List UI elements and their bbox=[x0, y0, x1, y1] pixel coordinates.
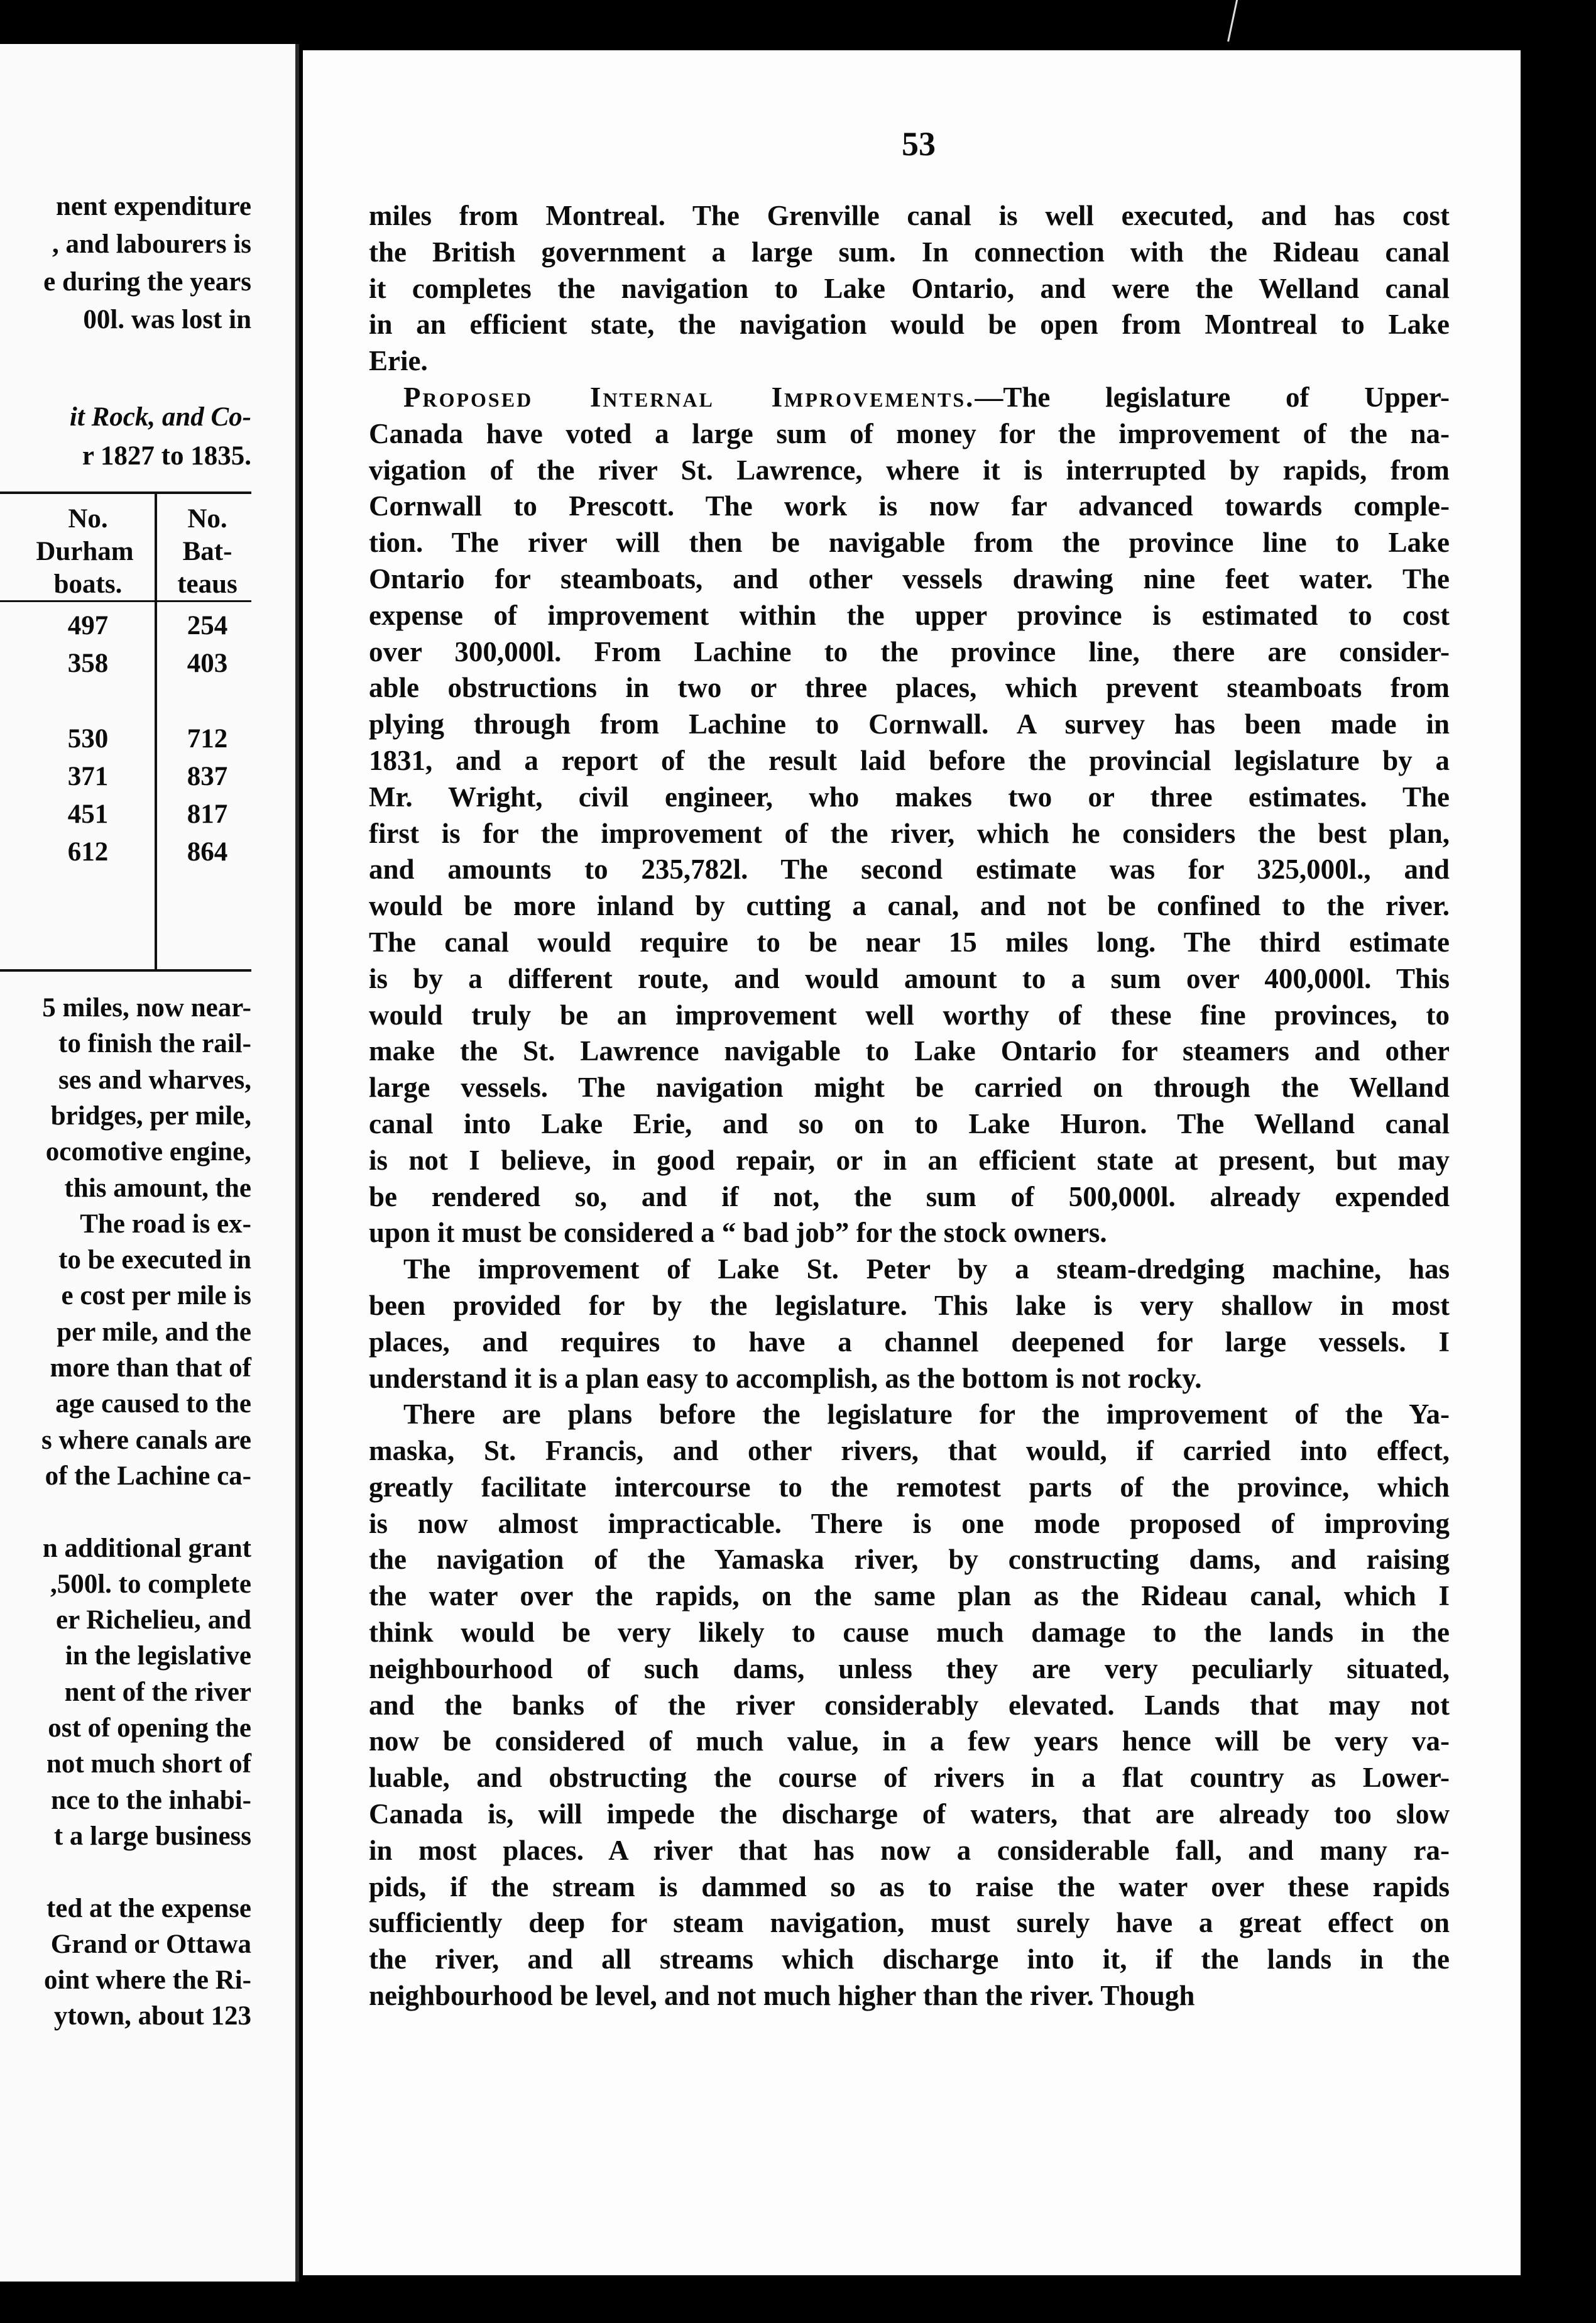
table-cell-durham: 530 bbox=[67, 724, 109, 754]
text-line: the water over the rapids, on the same plan as the Rideau canal, which I bbox=[369, 1580, 1450, 1612]
header-batteaus-line3: teaus bbox=[177, 569, 238, 599]
left-line: s where canals are bbox=[41, 1425, 251, 1455]
text-line: pids, if the stream is dammed so as to raise the water over these rapids bbox=[369, 1870, 1450, 1903]
text-line: places, and requires to have a channel deepened for large vessels. I bbox=[369, 1326, 1450, 1358]
text-line: greatly facilitate intercourse to the remotest parts of the province, which bbox=[369, 1471, 1450, 1503]
page-number: 53 bbox=[902, 125, 936, 163]
table-cell-batteaus: 817 bbox=[187, 799, 228, 829]
text-line: be rendered so, and if not, the sum of 500,000l. already expended bbox=[369, 1180, 1450, 1212]
text-line: would be more inland by cutting a canal, and not be confined to the river. bbox=[369, 890, 1450, 922]
text-line: the navigation of the Yamaska river, by constructing dams, and raising bbox=[369, 1544, 1450, 1576]
left-line: Grand or Ottawa bbox=[50, 1929, 251, 1959]
left-line: n additional grant bbox=[42, 1533, 251, 1563]
text-line: miles from Montreal. The Grenville canal is well executed, and has cost bbox=[369, 200, 1450, 231]
table-column-rule bbox=[155, 494, 157, 972]
table-cell-batteaus: 712 bbox=[187, 724, 228, 754]
text-line: been provided for by the legislature. This lake is very shallow in most bbox=[369, 1289, 1450, 1321]
table-cell-batteaus: 864 bbox=[187, 837, 228, 867]
table-cell-durham: 371 bbox=[67, 762, 109, 791]
left-line: t a large business bbox=[53, 1821, 251, 1851]
scan-mark bbox=[1227, 0, 1257, 46]
text-line: Canada is, will impede the discharge of waters, that are already too slow bbox=[369, 1798, 1450, 1830]
table-cell-durham: 497 bbox=[67, 611, 109, 640]
text-line: over 300,000l. From Lachine to the province line, there are consider- bbox=[369, 635, 1450, 667]
left-line: nent of the river bbox=[64, 1677, 251, 1707]
paragraph-rivers bbox=[369, 1397, 1450, 2014]
left-line: 00l. was lost in bbox=[83, 305, 251, 334]
header-durham-line1: No. bbox=[68, 504, 108, 534]
table-cell-batteaus: 254 bbox=[187, 611, 228, 640]
table-cell-batteaus: 403 bbox=[187, 649, 228, 678]
left-line: bridges, per mile, bbox=[50, 1101, 251, 1131]
left-line: , and labourers is bbox=[52, 229, 251, 259]
left-facing-page bbox=[0, 44, 299, 2282]
left-line: ost of opening the bbox=[48, 1713, 251, 1743]
left-line: of the Lachine ca- bbox=[45, 1461, 251, 1491]
left-line: e cost per mile is bbox=[61, 1281, 251, 1311]
left-line: in the legislative bbox=[65, 1641, 251, 1671]
text-line: is not I believe, in good repair, or in an efficient state at present, but may bbox=[369, 1144, 1450, 1176]
paragraph-lake-st-peter bbox=[369, 1251, 1450, 1397]
header-durham-line2: Durham bbox=[36, 537, 134, 566]
table-cell-durham: 612 bbox=[67, 837, 109, 867]
left-line: per mile, and the bbox=[57, 1317, 251, 1347]
section-heading: Proposed Internal Improvements. bbox=[403, 381, 975, 413]
text-line: the river, and all streams which discharge into it, if the lands in the bbox=[369, 1943, 1450, 1975]
text-line: and the banks of the river considerably elevated. Lands that may not bbox=[369, 1689, 1450, 1721]
text-line: The improvement of Lake St. Peter by a steam-dredging machine, has bbox=[403, 1253, 1450, 1285]
text-line: expense of improvement within the upper province is estimated to cost bbox=[369, 599, 1450, 631]
left-line: more than that of bbox=[50, 1353, 251, 1383]
text-line: luable, and obstructing the course of rivers in a flat country as Lower- bbox=[369, 1762, 1450, 1794]
text-line: make the St. Lawrence navigable to Lake Ontario for steamers and other bbox=[369, 1035, 1450, 1067]
paragraph-grenville-canal bbox=[369, 198, 1450, 380]
left-line: to finish the rail- bbox=[58, 1029, 251, 1059]
left-line: The road is ex- bbox=[80, 1209, 251, 1239]
left-line: 5 miles, now near- bbox=[42, 993, 251, 1023]
text-line: upon it must be considered a “ bad job” for the stock owners. bbox=[369, 1217, 1107, 1249]
text-line: Canada have voted a large sum of money for the improvement of the na- bbox=[369, 417, 1450, 449]
left-line: e during the years bbox=[43, 267, 251, 297]
left-line: er Richelieu, and bbox=[56, 1605, 251, 1635]
text-line: The canal would require to be near 15 miles long. The third estimate bbox=[369, 926, 1450, 958]
text-line: neighbourhood be level, and not much higher than the river. Though bbox=[369, 1980, 1195, 2012]
text-line: able obstructions in two or three places, which prevent steamboats from bbox=[369, 672, 1450, 704]
left-line: ocomotive engine, bbox=[45, 1137, 251, 1167]
text-line: think would be very likely to cause much damage to the lands in the bbox=[369, 1617, 1450, 1649]
text-line: Ontario for steamboats, and other vessels drawing nine feet water. The bbox=[369, 563, 1450, 595]
text-line: it completes the navigation to Lake Ontario, and were the Welland canal bbox=[369, 272, 1450, 304]
text-line: is now almost impracticable. There is one mode proposed of improving bbox=[369, 1507, 1450, 1539]
header-batteaus-line1: No. bbox=[187, 504, 227, 534]
text-line: maska, St. Francis, and other rivers, that would, if carried into effect, bbox=[369, 1435, 1450, 1467]
table-cell-durham: 358 bbox=[67, 649, 109, 678]
body-text bbox=[369, 198, 1450, 2014]
text-line: plying through from Lachine to Cornwall. A survey has been made in bbox=[369, 708, 1450, 740]
text-line: Mr. Wright, civil engineer, who makes two or three estimates. The bbox=[369, 781, 1450, 813]
text-line: in most places. A river that has now a considerable fall, and many ra- bbox=[369, 1834, 1450, 1866]
text-line: tion. The river will then be navigable from the province line to Lake bbox=[369, 527, 1450, 559]
text-line: understand it is a plan easy to accomplish, as the bottom is not rocky. bbox=[369, 1362, 1202, 1394]
text-line: in an efficient state, the navigation would be open from Montreal to Lake bbox=[369, 309, 1450, 341]
header-durham-line3: boats. bbox=[53, 569, 123, 599]
text-line bbox=[369, 380, 1450, 416]
left-line: this amount, the bbox=[64, 1173, 251, 1203]
left-line: ted at the expense bbox=[46, 1893, 251, 1923]
table-bottom-rule bbox=[0, 969, 251, 972]
left-line: not much short of bbox=[46, 1749, 251, 1779]
left-line: ses and wharves, bbox=[58, 1065, 251, 1095]
left-caption-line: it Rock, and Co- bbox=[69, 402, 251, 432]
text-line: Erie. bbox=[369, 345, 428, 377]
text-line: sufficiently deep for steam navigation, must surely have a great effect on bbox=[369, 1907, 1450, 1939]
table-cell-durham: 451 bbox=[67, 799, 109, 829]
text-line: is by a different route, and would amount to a sum over 400,000l. This bbox=[369, 962, 1450, 994]
text-line: first is for the improvement of the river, which he considers the best plan, bbox=[369, 817, 1450, 849]
table-cell-batteaus: 837 bbox=[187, 762, 228, 791]
text-line: 1831, and a report of the result laid before the provincial legislature by a bbox=[369, 744, 1450, 776]
text-line: and amounts to 235,782l. The second estimate was for 325,000l., and bbox=[369, 854, 1450, 886]
header-batteaus-line2: Bat- bbox=[182, 537, 232, 566]
paragraph-proposed-improvements bbox=[369, 380, 1450, 1251]
text-line: large vessels. The navigation might be carried on through the Welland bbox=[369, 1072, 1450, 1104]
text-line: vigation of the river St. Lawrence, where it is interrupted by rapids, from bbox=[369, 454, 1450, 486]
text-line: would truly be an improvement well worthy of these fine provinces, to bbox=[369, 999, 1450, 1031]
left-line: nce to the inhabi- bbox=[51, 1785, 251, 1815]
text-line: neighbourhood of such dams, unless they are very peculiarly situated, bbox=[369, 1652, 1450, 1684]
text-line: canal into Lake Erie, and so on to Lake Huron. The Welland canal bbox=[369, 1107, 1450, 1140]
left-line: oint where the Ri- bbox=[43, 1965, 251, 1996]
text-line-rest: —The legislature of Upper- bbox=[975, 381, 1450, 413]
table-top-rule bbox=[0, 492, 251, 494]
text-line: the British government a large sum. In connection with the Rideau canal bbox=[369, 236, 1450, 268]
left-line: to be executed in bbox=[58, 1245, 251, 1275]
left-line: age caused to the bbox=[55, 1389, 251, 1419]
text-line: now be considered of much value, in a few years hence will be very va- bbox=[369, 1725, 1450, 1757]
left-line: ,500l. to complete bbox=[50, 1569, 251, 1599]
left-line: nent expenditure bbox=[56, 192, 251, 221]
left-line: ytown, about 123 bbox=[53, 2001, 251, 2031]
main-page bbox=[303, 50, 1521, 2275]
text-line: There are plans before the legislature for the improvement of the Ya- bbox=[403, 1398, 1450, 1431]
left-caption-line: r 1827 to 1835. bbox=[82, 441, 251, 471]
text-line: Cornwall to Prescott. The work is now far advanced towards comple- bbox=[369, 490, 1450, 522]
